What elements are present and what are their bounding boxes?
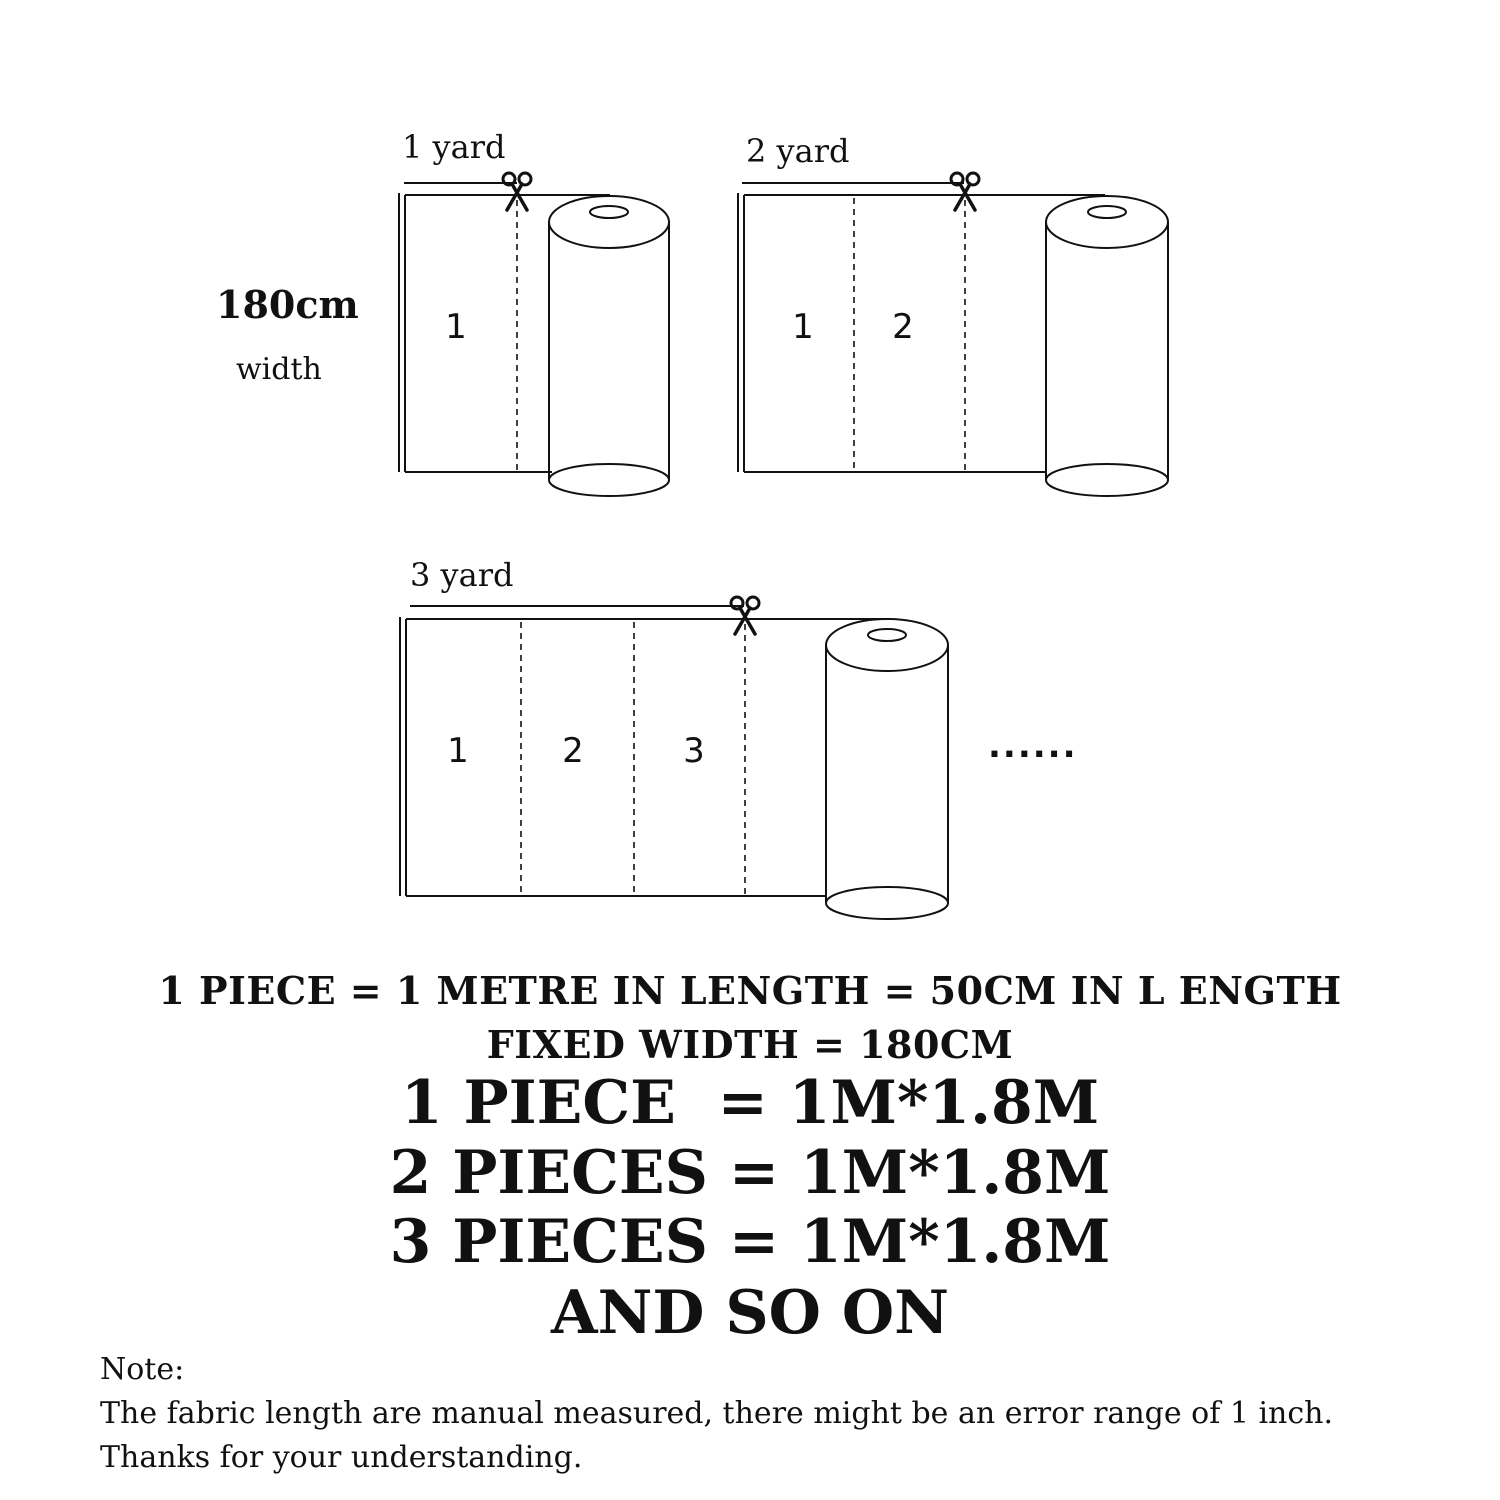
fabric-roll <box>826 619 948 919</box>
fabric-roll <box>1046 196 1168 496</box>
piece-number: 1 <box>445 307 467 347</box>
panel-1-yard <box>399 128 669 496</box>
note-text: The fabric length are manual measured, there might be an error range of 1 inch. <box>100 1396 1334 1431</box>
panel-3-label: 3 yard <box>410 556 514 594</box>
panel-3-yard <box>400 556 1078 919</box>
piece-number: 1 <box>792 307 814 347</box>
panel-1-label: 1 yard <box>402 128 506 166</box>
continuation-dots: ...... <box>988 726 1078 766</box>
piece-number: 1 <box>447 731 469 771</box>
panel-2-yard <box>738 132 1168 496</box>
fabric-roll <box>549 196 669 496</box>
width-value: 180cm <box>216 282 359 327</box>
and-so-on: AND SO ON <box>551 1278 949 1348</box>
piece-number: 2 <box>892 307 914 347</box>
spec-width-line: FIXED WIDTH = 180CM <box>486 1022 1014 1067</box>
panel-2-label: 2 yard <box>746 132 850 170</box>
note-text: Thanks for your understanding. <box>100 1440 583 1475</box>
piece-number: 3 <box>683 731 705 771</box>
piece-equation: 3 PIECES = 1M*1.8M <box>389 1207 1111 1277</box>
piece-equation: 1 PIECE = 1M*1.8M <box>400 1068 1100 1138</box>
note-title: Note: <box>100 1352 185 1387</box>
spec-length-line: 1 PIECE = 1 METRE IN LENGTH = 50CM IN L ENGTH <box>158 968 1342 1013</box>
piece-number: 2 <box>562 731 584 771</box>
width-label: width <box>236 352 322 387</box>
piece-equation: 2 PIECES = 1M*1.8M <box>389 1138 1111 1208</box>
